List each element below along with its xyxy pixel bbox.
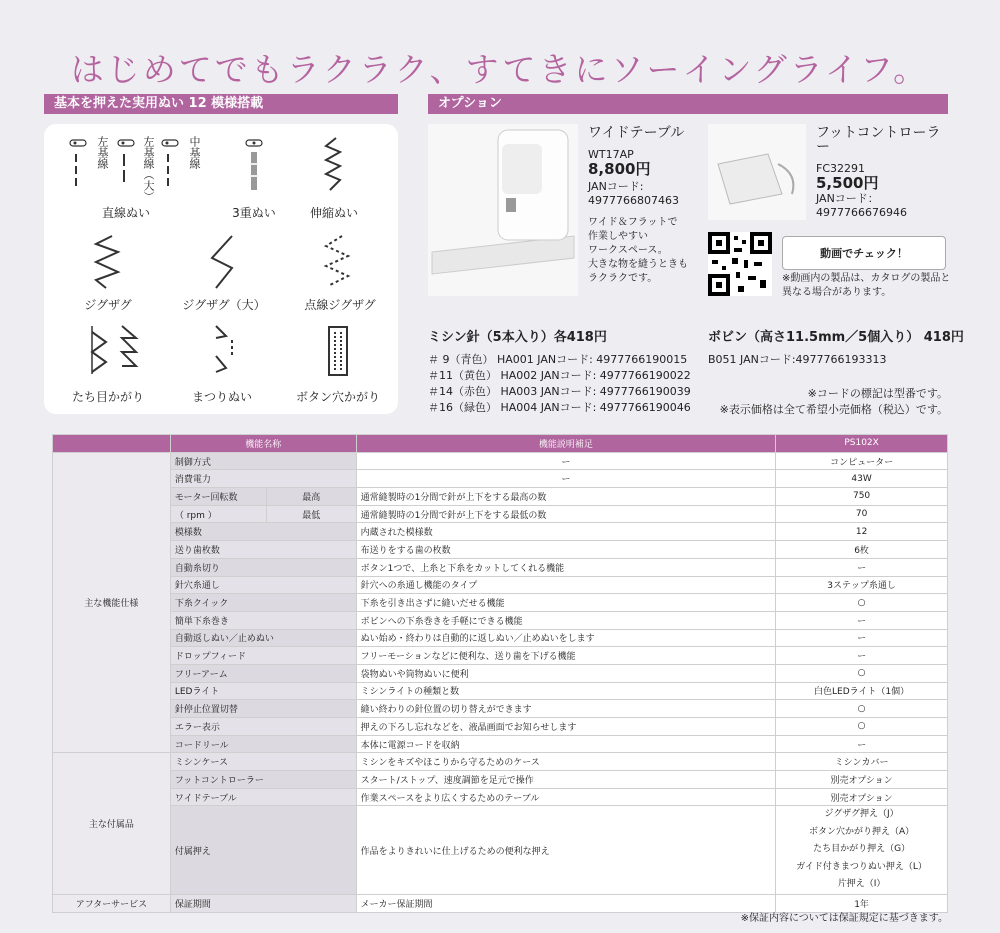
- dotted-zigzag-icon: [322, 234, 356, 290]
- presser-values: [776, 806, 948, 895]
- spec-row: [53, 576, 948, 594]
- bobbin-title: ボビン（高さ11.5mm／5個入り） 418円: [708, 330, 964, 345]
- spec-value: ○: [776, 664, 948, 682]
- spec-desc: 通常縫製時の1分間で針が上下をする最高の数: [356, 488, 775, 506]
- headline: はじめてでもラクラク、すてきにソーイングライフ。: [70, 50, 930, 89]
- foot-controller-jan: 4977766676946: [816, 206, 907, 219]
- wide-table-info: [588, 126, 706, 286]
- spec-desc: 押えの下ろし忘れなどを、液晶画面でお知らせします: [356, 718, 775, 736]
- spec-value: ○: [776, 594, 948, 612]
- spec-desc: 針穴への糸通し機能のタイプ: [356, 576, 775, 594]
- spec-sub: 最低: [266, 505, 356, 523]
- spec-desc: 下糸を引き出さずに縫いだせる機能: [356, 594, 775, 612]
- spec-desc: 袋物ぬいや筒物ぬいに便利: [356, 664, 775, 682]
- spec-name: 制御方式: [170, 452, 356, 470]
- wide-table-jan-label: JANコード:: [588, 180, 644, 193]
- spec-row: [53, 505, 948, 523]
- spec-table: [52, 434, 948, 913]
- spec-value: 白色LEDライト（1個）: [776, 682, 948, 700]
- needle-row: ＃14（赤色） HA003 JANコード: 4977766190039: [428, 385, 691, 398]
- spec-value: ○: [776, 718, 948, 736]
- spec-name: 模様数: [170, 523, 356, 541]
- options-section-title: オプション: [428, 94, 948, 114]
- wide-table-name: ワイドテーブル: [588, 125, 685, 141]
- wide-table-desc-line: 作業しやすい: [588, 231, 648, 242]
- motor-unit: （ rpm ）: [170, 505, 266, 523]
- video-note-line: 異なる場合があります。: [782, 287, 892, 298]
- spec-row: [53, 470, 948, 488]
- straight-stitch-icon: [66, 138, 196, 208]
- spec-row: [53, 700, 948, 718]
- foot-controller-photo: [708, 124, 806, 220]
- presser-item: 片押え（I）: [837, 879, 886, 890]
- spec-row: [53, 523, 948, 541]
- spec-name: LEDライト: [170, 682, 356, 700]
- video-note-line: ※動画内の製品は、カタログの製品と: [782, 273, 951, 284]
- spec-name: 下糸クイック: [170, 594, 356, 612]
- spec-row: [53, 452, 948, 470]
- spec-row: [53, 735, 948, 753]
- acc-value: 別売オプション: [776, 771, 948, 789]
- spec-row: [53, 682, 948, 700]
- wide-table-desc-line: 大きな物を縫うときも: [588, 259, 688, 270]
- header-model: PS102X: [776, 435, 948, 453]
- needle-row: ＃16（緑色） HA004 JANコード: 4977766190046: [428, 401, 691, 414]
- foot-controller-model: FC32291: [816, 162, 866, 175]
- option-notes: [720, 386, 948, 418]
- motor-label: モーター回転数: [170, 488, 266, 506]
- stitch-label: 点線ジグザグ: [304, 298, 376, 312]
- spec-desc: 布送りをする歯の枚数: [356, 541, 775, 559]
- spec-name: 簡単下糸巻き: [170, 611, 356, 629]
- spec-value: ー: [776, 735, 948, 753]
- spec-name: フリーアーム: [170, 664, 356, 682]
- spec-row: [53, 594, 948, 612]
- presser-item: ボタン穴かがり押え（A）: [808, 826, 915, 837]
- spec-value: コンピューター: [776, 452, 948, 470]
- category-accessories: 主な付属品: [53, 753, 171, 895]
- spec-name: ドロップフィード: [170, 647, 356, 665]
- stitch-label: 直線ぬい: [101, 206, 150, 220]
- video-check-label: 動画でチェック！: [820, 247, 908, 260]
- spec-row: [53, 488, 948, 506]
- wide-table-desc-line: ワークスペース。: [588, 245, 668, 256]
- after-name: 保証期間: [170, 894, 356, 912]
- spec-name: 送り歯枚数: [170, 541, 356, 559]
- spec-desc: ボビンへの下糸巻きを手軽にできる機能: [356, 611, 775, 629]
- spec-name: 消費電力: [170, 470, 356, 488]
- spec-sub: 最高: [266, 488, 356, 506]
- qr-code[interactable]: [708, 232, 772, 296]
- category-main: 主な機能仕様: [53, 452, 171, 753]
- spec-desc: ミシンライトの種類と数: [356, 682, 775, 700]
- wide-table-model: WT17AP: [588, 148, 634, 161]
- stitch-section-title: 基本を押えた実用ぬい 12 模様搭載: [44, 94, 398, 114]
- note-line: ※表示価格は全て希望小売価格（税込）です。: [719, 403, 948, 416]
- video-check-button[interactable]: [782, 236, 946, 270]
- acc-name: フットコントローラー: [170, 771, 356, 789]
- header-function-name: 機能名称: [170, 435, 356, 453]
- spec-value: 6枚: [776, 541, 948, 559]
- stitch-label: たち目かがり: [71, 390, 144, 404]
- foot-controller-info: [816, 126, 948, 220]
- spec-desc: フリーモーションなどに便利な、送り歯を下げる機能: [356, 647, 775, 665]
- acc-row: [53, 753, 948, 771]
- presser-desc: 作品をよりきれいに仕上げるための便利な押え: [356, 806, 775, 895]
- tag-center-basic: 中基線: [188, 136, 201, 169]
- spec-row: [53, 629, 948, 647]
- foot-controller-jan-label: JANコード：: [816, 192, 879, 205]
- acc-desc: 作業スペースをより広くするためのテーブル: [356, 788, 775, 806]
- acc-row: [53, 771, 948, 789]
- zigzag-large-icon: [208, 234, 238, 290]
- note-line: ※コードの標記は型番です。: [807, 387, 948, 400]
- spec-name: コードリール: [170, 735, 356, 753]
- stitch-label: ジグザグ: [84, 298, 132, 312]
- category-after-service: アフターサービス: [53, 894, 171, 912]
- spec-row: [53, 664, 948, 682]
- spec-desc: 内蔵された模様数: [356, 523, 775, 541]
- spec-name: 針停止位置切替: [170, 700, 356, 718]
- spec-value: ー: [776, 611, 948, 629]
- header-description: 機能説明補足: [356, 435, 775, 453]
- after-desc: メーカー保証期間: [356, 894, 775, 912]
- spec-row: [53, 647, 948, 665]
- spec-value: 70: [776, 505, 948, 523]
- spec-desc: 通常縫製時の1分間で針が上下をする最低の数: [356, 505, 775, 523]
- needles-list: [428, 352, 691, 416]
- presser-item: ジグザグ押え（J）: [824, 809, 899, 820]
- presser-item: たち目かがり押え（G）: [813, 844, 911, 855]
- spec-name: 自動糸切り: [170, 558, 356, 576]
- needle-row: ＃ 9（青色） HA001 JANコード: 4977766190015: [428, 353, 688, 366]
- spec-header-row: [53, 435, 948, 453]
- spec-desc: ー: [356, 452, 775, 470]
- presser-name: 付属押え: [170, 806, 356, 895]
- wide-table-desc-line: ワイド＆フラットで: [588, 217, 678, 228]
- wide-table-photo: [428, 124, 578, 296]
- stretch-stitch-icon: [322, 136, 346, 194]
- stitch-label: まつりぬい: [191, 390, 252, 404]
- tag-left-basic-large: 左基線（大）: [142, 136, 155, 202]
- spec-desc: 本体に電源コードを収納: [356, 735, 775, 753]
- spec-value: ー: [776, 629, 948, 647]
- spec-name: 自動返しぬい／止めぬい: [170, 629, 356, 647]
- triple-stitch-icon: [242, 138, 272, 194]
- spec-name: 針穴糸通し: [170, 576, 356, 594]
- acc-value: ミシンカバー: [776, 753, 948, 771]
- acc-row: [53, 788, 948, 806]
- spec-row: [53, 611, 948, 629]
- acc-name: ミシンケース: [170, 753, 356, 771]
- wide-table-price: 8,800円: [588, 160, 651, 178]
- spec-value: 750: [776, 488, 948, 506]
- acc-desc: スタート/ストップ、速度調節を足元で操作: [356, 771, 775, 789]
- stitch-panel: [44, 124, 398, 414]
- spec-desc: ー: [356, 470, 775, 488]
- spec-value: ○: [776, 700, 948, 718]
- overcasting-icon: [86, 322, 146, 378]
- spec-row: [53, 558, 948, 576]
- video-note: [782, 272, 950, 300]
- spec-value: ー: [776, 647, 948, 665]
- spec-name: エラー表示: [170, 718, 356, 736]
- spec-desc: 縫い終わりの針位置の切り替えができます: [356, 700, 775, 718]
- bobbin-row: B051 JANコード:4977766193313: [708, 353, 887, 366]
- spec-desc: ボタン1つで、上糸と下糸をカットしてくれる機能: [356, 558, 775, 576]
- spec-value: 3ステップ糸通し: [776, 576, 948, 594]
- wide-table-desc-line: ラクラクです。: [588, 273, 658, 284]
- stitch-label: ジグザグ（大）: [182, 298, 266, 312]
- after-value: 1年: [776, 894, 948, 912]
- acc-desc: ミシンをキズやほこりから守るためのケース: [356, 753, 775, 771]
- tag-left-basic: 左基線: [96, 136, 109, 169]
- warranty-footnote: ※保証内容については保証規定に基づきます。: [740, 913, 948, 924]
- presser-item: ガイド付きまつりぬい押え（L）: [796, 861, 927, 872]
- stitch-label: 伸縮ぬい: [309, 206, 358, 220]
- acc-row: [53, 806, 948, 895]
- spec-value: ー: [776, 558, 948, 576]
- needles-title: ミシン針（5本入り）各418円: [428, 330, 607, 345]
- stitch-label: 3重ぬい: [232, 206, 276, 220]
- blind-hem-icon: [212, 322, 242, 378]
- needle-row: ＃11（黄色） HA002 JANコード: 4977766190022: [428, 369, 691, 382]
- acc-value: 別売オプション: [776, 788, 948, 806]
- stitch-label: ボタン穴かがり: [295, 390, 380, 404]
- spec-value: 12: [776, 523, 948, 541]
- spec-value: 43W: [776, 470, 948, 488]
- acc-name: ワイドテーブル: [170, 788, 356, 806]
- buttonhole-icon: [326, 324, 350, 380]
- wide-table-jan: 4977766807463: [588, 194, 679, 207]
- foot-controller-price: 5,500円: [816, 174, 879, 192]
- spec-row: [53, 718, 948, 736]
- foot-controller-name: フットコントローラー: [816, 125, 941, 155]
- spec-row: [53, 541, 948, 559]
- spec-desc: ぬい始め・終わりは自動的に返しぬい／止めぬいをします: [356, 629, 775, 647]
- zigzag-icon: [92, 234, 126, 290]
